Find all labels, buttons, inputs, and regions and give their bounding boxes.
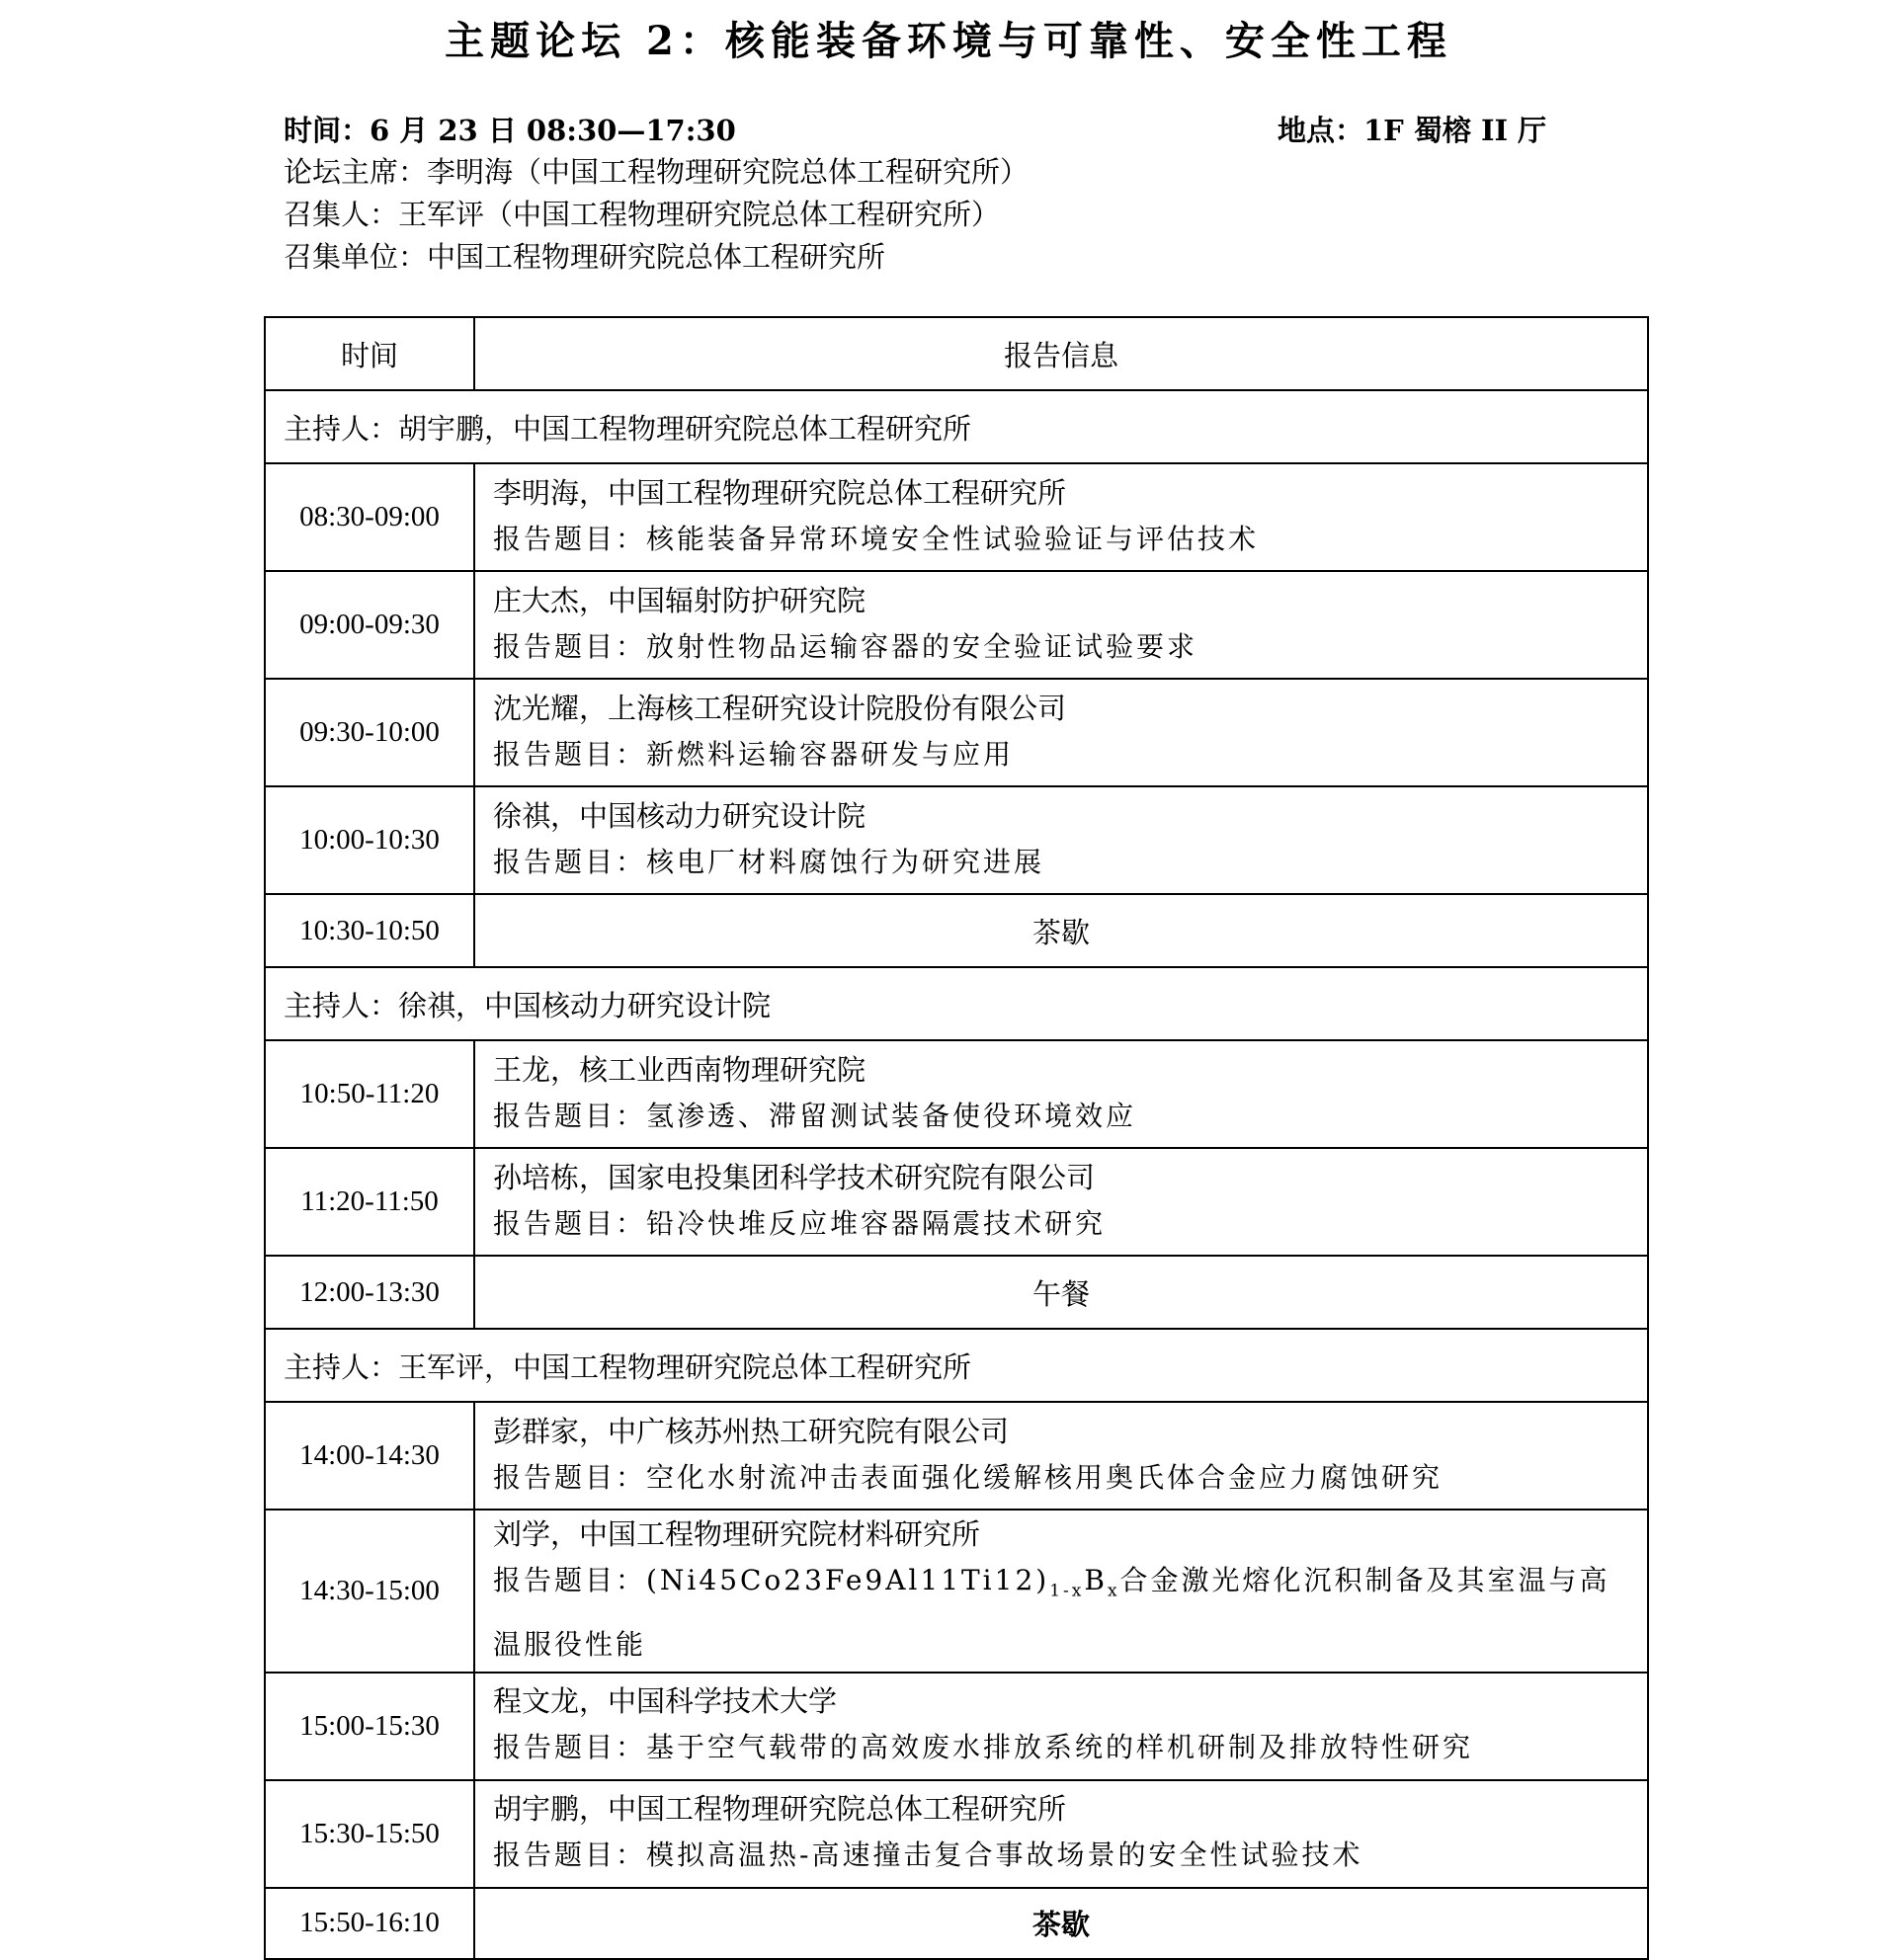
table-header-row <box>265 317 1648 390</box>
topic-subscript: x <box>1107 1581 1120 1601</box>
host-label: 主持人：徐祺，中国核动力研究设计院 <box>265 967 1648 1040</box>
talk-time: 14:00-14:30 <box>265 1402 474 1510</box>
table-row <box>265 1780 1648 1888</box>
talk-time: 15:30-15:50 <box>265 1780 474 1888</box>
table-row <box>265 679 1648 786</box>
speaker: 程文龙，中国科学技术大学 <box>493 1684 838 1719</box>
speaker: 徐祺，中国核动力研究设计院 <box>493 798 866 833</box>
table-row <box>265 1402 1648 1510</box>
speaker: 沈光耀，上海核工程研究设计院股份有限公司 <box>493 691 1067 725</box>
speaker: 王龙，核工业西南物理研究院 <box>493 1052 866 1087</box>
break-row <box>265 1888 1648 1959</box>
convener: 召集人：王军评（中国工程物理研究院总体工程研究所） <box>284 198 1001 231</box>
talk-topic: 报告题目：放射性物品运输容器的安全验证试验要求 <box>493 629 1198 663</box>
break-label: 茶歇 <box>474 894 1648 967</box>
topic-suffix: 合金激光熔化沉积制备及其室温与高温服役性能 <box>493 1564 1610 1661</box>
speaker: 刘学，中国工程物理研究院材料研究所 <box>493 1517 981 1551</box>
break-label: 午餐 <box>474 1256 1648 1329</box>
host-row <box>265 390 1648 463</box>
break-time: 12:00-13:30 <box>265 1256 474 1329</box>
table-row <box>265 571 1648 679</box>
topic-prefix: 报告题目：(Ni45Co23Fe9Al11Ti12) <box>493 1564 1050 1596</box>
talk-time: 15:00-15:30 <box>265 1673 474 1780</box>
speaker: 孙培栋，国家电投集团科学技术研究院有限公司 <box>493 1160 1096 1194</box>
speaker: 彭群家，中广核苏州热工研究院有限公司 <box>493 1414 1010 1448</box>
break-label: 茶歇 <box>474 1888 1648 1959</box>
talk-topic: 报告题目：基于空气载带的高效废水排放系统的样机研制及排放特性研究 <box>493 1731 1474 1764</box>
header-time: 时间 <box>265 317 474 390</box>
meeting-location: 地点：1F 蜀榕 II 厅 <box>1278 114 1547 147</box>
talk-topic: 报告题目：核电厂材料腐蚀行为研究进展 <box>493 845 1045 878</box>
table-row <box>265 786 1648 894</box>
host-label: 主持人：胡宇鹏，中国工程物理研究院总体工程研究所 <box>265 390 1648 463</box>
talk-time: 08:30-09:00 <box>265 463 474 571</box>
break-time: 15:50-16:10 <box>265 1888 474 1959</box>
speaker: 胡宇鹏，中国工程物理研究院总体工程研究所 <box>493 1792 1067 1827</box>
host-row <box>265 1329 1648 1402</box>
speaker: 庄大杰，中国辐射防护研究院 <box>493 583 866 617</box>
meeting-time: 时间：6 月 23 日 08:30—17:30 <box>284 114 736 147</box>
host-row <box>265 967 1648 1040</box>
talk-topic: 报告题目：氢渗透、滞留测试装备使役环境效应 <box>493 1099 1137 1132</box>
table-row <box>265 1148 1648 1256</box>
talk-topic: 报告题目：模拟高温热-高速撞击复合事故场景的安全性试验技术 <box>493 1838 1363 1872</box>
talk-topic <box>493 1554 1635 1672</box>
talk-time: 09:30-10:00 <box>265 679 474 786</box>
speaker: 李明海，中国工程物理研究院总体工程研究所 <box>493 475 1067 510</box>
talk-time: 11:20-11:50 <box>265 1148 474 1256</box>
talk-topic: 报告题目：新燃料运输容器研发与应用 <box>493 737 1015 771</box>
table-row <box>265 1510 1648 1673</box>
host-label: 主持人：王军评，中国工程物理研究院总体工程研究所 <box>265 1329 1648 1402</box>
break-row <box>265 1256 1648 1329</box>
talk-topic: 报告题目：核能装备异常环境安全性试验验证与评估技术 <box>493 522 1260 555</box>
table-row <box>265 463 1648 571</box>
topic-subscript: 1-x <box>1049 1581 1085 1601</box>
header-info: 报告信息 <box>474 317 1648 390</box>
break-time: 10:30-10:50 <box>265 894 474 967</box>
talk-time: 14:30-15:00 <box>265 1510 474 1673</box>
break-row <box>265 894 1648 967</box>
table-row <box>265 1673 1648 1780</box>
forum-chair: 论坛主席：李明海（中国工程物理研究院总体工程研究所） <box>284 155 1030 189</box>
talk-topic: 报告题目：铅冷快堆反应堆容器隔震技术研究 <box>493 1206 1107 1240</box>
topic-formula-element: B <box>1084 1564 1108 1596</box>
page-title: 主题论坛 2：核能装备环境与可靠性、安全性工程 <box>445 18 1452 64</box>
talk-time: 09:00-09:30 <box>265 571 474 679</box>
table-row <box>265 1040 1648 1148</box>
talk-time: 10:50-11:20 <box>265 1040 474 1148</box>
talk-topic: 报告题目：空化水射流冲击表面强化缓解核用奥氏体合金应力腐蚀研究 <box>493 1460 1443 1494</box>
convening-unit: 召集单位：中国工程物理研究院总体工程研究所 <box>284 240 886 274</box>
schedule-table <box>264 316 1649 1960</box>
talk-time: 10:00-10:30 <box>265 786 474 894</box>
